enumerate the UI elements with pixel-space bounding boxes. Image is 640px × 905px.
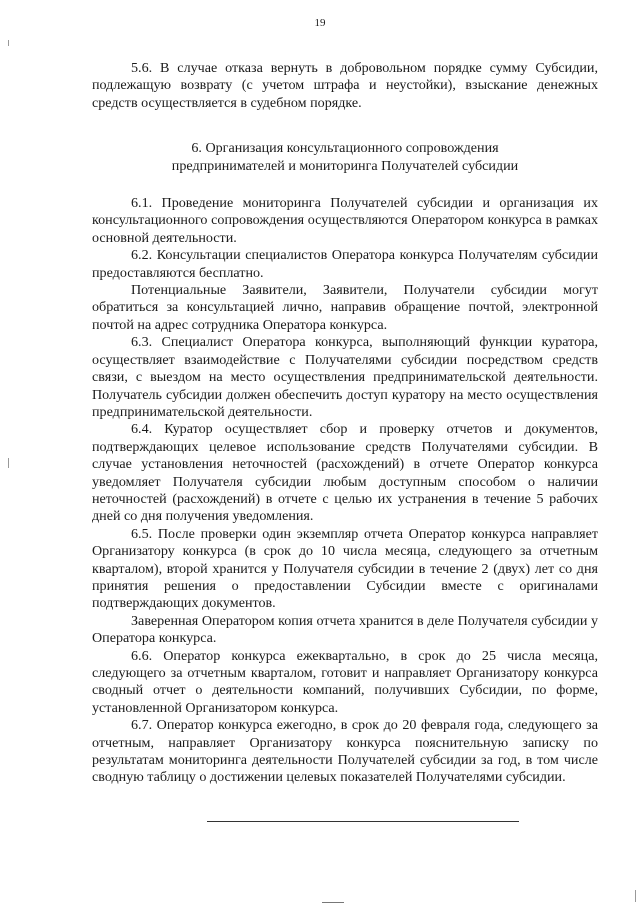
paragraph-6-2-contact: Потенциальные Заявители, Заявители, Получатели субсидии могут обратиться за консультацией лично, направив обращение почтой, электронной почтой на адрес сотрудника Оператора конкурса. bbox=[92, 282, 598, 333]
paragraph-6-2: 6.2. Консультации специалистов Оператора конкурса Получателям субсидии предоставляются бесплатно. bbox=[92, 247, 598, 281]
paragraph-6-5: 6.5. После проверки один экземпляр отчета Оператор конкурса направляет Организатору конкурса (в срок до 10 числа месяца, следующего за отчетным кварталом), второй хранится у Получателя субсидии в течение 2 (двух) лет со дня принятия решения о предоставлении Субсидии вместе с оригиналами подтверждающих документов. bbox=[92, 525, 598, 612]
section-title-line: предпринимателей и мониторинга Получателей субсидии bbox=[171, 157, 519, 174]
scan-edge-mark bbox=[635, 890, 636, 902]
paragraph-6-4: 6.4. Куратор осуществляет сбор и проверку отчетов и документов, подтверждающих целевое использование средств Получателями субсидии. В случае установления неточностей (расхождений) в отчете Оператор конкурса уведомляет Получателя субсидии любым доступным способом о наличии неточностей (расхождений) в отчете с целью их устранения в течение 5 рабочих дней со дня получения уведомления. bbox=[92, 421, 598, 525]
paragraph-6-6: 6.6. Оператор конкурса ежеквартально, в срок до 25 числа месяца, следующего за отчетным кварталом, готовит и направляет Организатору конкурса сводный отчет о деятельности компаний, получивших Субсидии, по форме, установленной Организатором конкурса. bbox=[92, 647, 598, 716]
section-title-line: 6. Организация консультационного сопровождения bbox=[191, 140, 499, 157]
end-of-document-rule bbox=[207, 821, 519, 822]
page-number: 19 bbox=[314, 17, 326, 29]
paragraph-5-6: 5.6. В случае отказа вернуть в добровольном порядке сумму Субсидии, подлежащую возврату (с учетом штрафа и неустойки), взыскание денежных средств осуществляется в судебном порядке. bbox=[92, 60, 598, 111]
section-6-title bbox=[92, 140, 598, 175]
paragraph-6-3: 6.3. Специалист Оператора конкурса, выполняющий функции куратора, осуществляет взаимодействие с Получателями субсидии посредством средств связи, с выездом на место осуществления предпринимательской деятельности. Получатель субсидии должен обеспечить доступ куратору на место осуществления предпринимательской деятельности. bbox=[92, 334, 598, 420]
paragraph-6-7: 6.7. Оператор конкурса ежегодно, в срок до 20 февраля года, следующего за отчетным, направляет Организатору конкурса пояснительную записку по результатам мониторинга деятельности Получателей субсидии за год, в том числе сводную таблицу о достижении целевых показателей Получателями субсидии. bbox=[92, 717, 598, 786]
scan-edge-mark bbox=[8, 40, 9, 46]
paragraph-6-1: 6.1. Проведение мониторинга Получателей субсидии и организация их консультационного сопровождения осуществляются Оператором конкурса в рамках основной деятельности. bbox=[92, 195, 598, 246]
scan-edge-mark bbox=[8, 458, 9, 468]
document-body bbox=[92, 60, 598, 787]
paragraph-6-5-copy: Заверенная Оператором копия отчета хранится в деле Получателя субсидии у Оператора конкурса. bbox=[92, 612, 598, 647]
footer-mark bbox=[322, 902, 344, 903]
